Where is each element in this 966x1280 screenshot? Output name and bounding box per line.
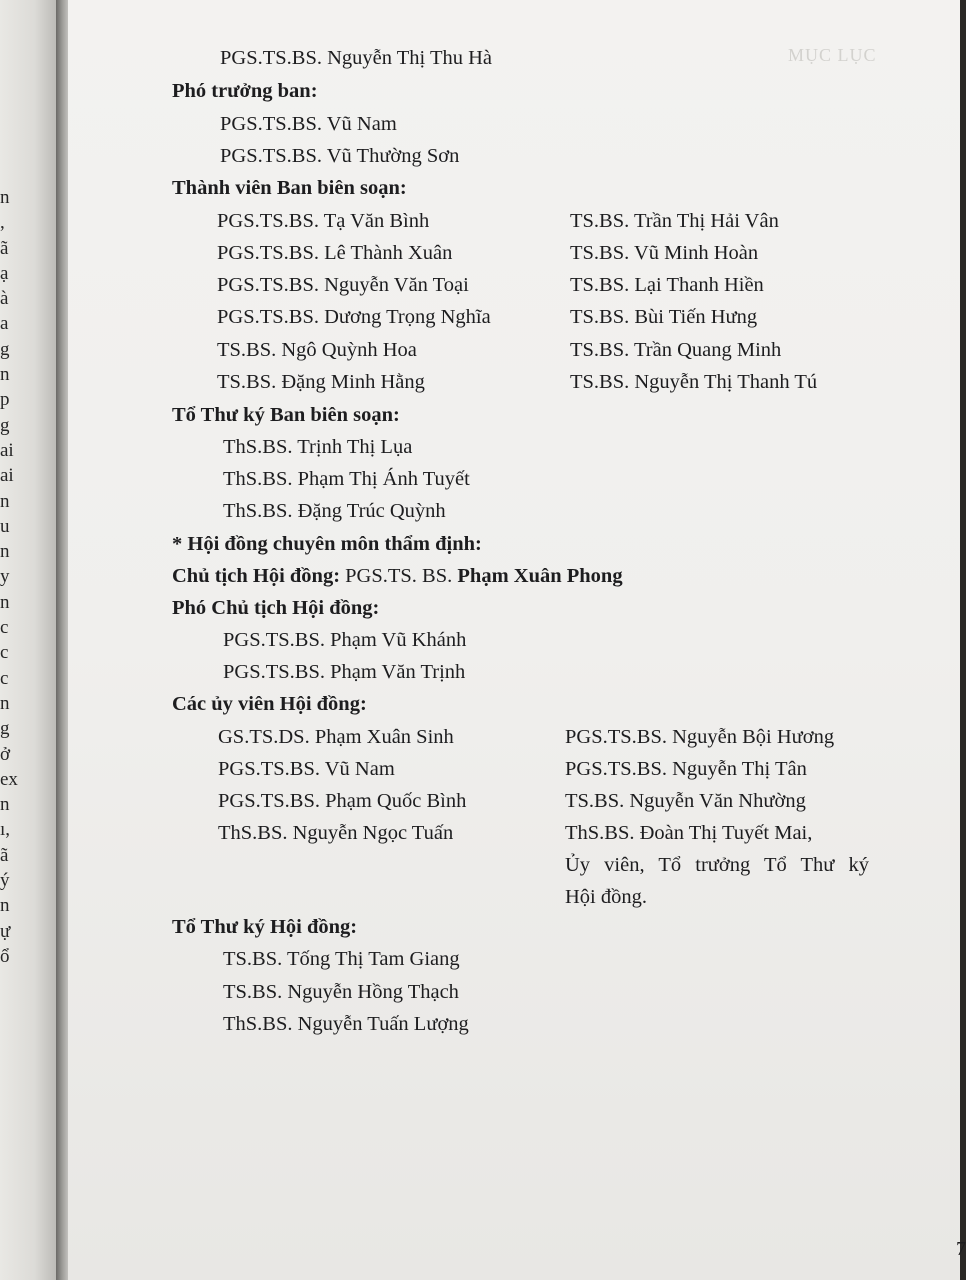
member-name: TS.BS. Nguyễn Văn Nhường [565,790,806,812]
left-page-edge-fragment: ự [0,920,11,942]
secretariat-heading: Tổ Thư ký Ban biên soạn: [172,404,400,426]
left-page-edge-fragment: n [0,490,10,512]
left-page-edge-fragment: y [0,566,10,588]
left-page-edge-fragment: ổ [0,945,10,967]
member-role: Hội đồng. [565,886,647,908]
left-page-edge-fragment: u [0,515,10,537]
left-page-edge-fragment: ex [0,768,18,790]
left-page-edge-fragment: p [0,389,10,411]
member-name: TS.BS. Lại Thanh Hiền [570,274,764,296]
left-page-edge-fragment: ai [0,439,14,461]
member-name: PGS.TS.BS. Lê Thành Xuân [217,242,453,264]
left-page-edge-fragment: c [0,642,9,664]
member-name: ThS.BS. Đoàn Thị Tuyết Mai, [565,822,813,844]
left-page-edge-fragment: n [0,591,10,613]
member-name: PGS.TS.BS. Nguyễn Thị Tân [565,758,807,780]
member-role: Ủy viên, Tổ trưởng Tổ Thư ký [565,854,870,876]
left-page-edge-fragment: à [0,288,9,310]
council-heading: * Hội đồng chuyên môn thẩm định: [172,533,482,555]
member-name: TS.BS. Trần Thị Hải Vân [570,210,779,232]
member-name: PGS.TS.BS. Vũ Nam [218,758,395,780]
left-page-edge-fragment: n [0,895,10,917]
left-page-edge-fragment: ã [0,237,9,259]
council-secretariat-heading: Tổ Thư ký Hội đồng: [172,916,358,938]
member-name: TS.BS. Trần Quang Minh [570,339,782,361]
member-name: TS.BS. Vũ Minh Hoàn [570,242,759,264]
left-page-edge-fragment: n [0,187,10,208]
left-page-edge-fragment: ı, [0,819,11,841]
member-name: PGS.TS.BS. Vũ Thường Sơn [220,145,460,167]
member-name: GS.TS.DS. Phạm Xuân Sinh [218,726,454,748]
document-page [68,0,966,1280]
council-members-heading: Các ủy viên Hội đồng: [172,693,367,715]
left-page-edge-fragment: ý [0,870,10,892]
vice-heads-heading: Phó trưởng ban: [172,80,318,102]
member-name: ThS.BS. Đặng Trúc Quỳnh [223,500,446,522]
chair-name: Phạm Xuân Phong [457,565,623,587]
member-name: TS.BS. Nguyễn Hồng Thạch [223,981,459,1003]
member-name: ThS.BS. Nguyễn Tuấn Lượng [223,1013,469,1035]
left-page-edge-fragment: c [0,667,9,689]
member-name: ThS.BS. Phạm Thị Ánh Tuyết [223,468,470,490]
bleed-through-text: MỤC LỤC [788,45,877,65]
vice-chair-heading: Phó Chủ tịch Hội đồng: [172,597,380,619]
left-page-edge-fragment: n [0,541,10,563]
member-name: TS.BS. Tống Thị Tam Giang [223,948,460,970]
left-page-edge-fragment: c [0,617,9,639]
member-name: PGS.TS.BS. Tạ Văn Bình [217,210,430,232]
chair-label: Chủ tịch Hội đồng: [172,565,341,587]
left-page-edge-fragment: n [0,692,10,714]
left-page-edge-fragment: ở [0,743,11,765]
left-page-edge-fragment: ạ [0,262,9,284]
left-page-edge-fragment: , [0,212,5,234]
member-name: PGS.TS.BS. Dương Trọng Nghĩa [217,306,491,328]
left-page-edge-text [0,185,18,969]
member-name: ThS.BS. Nguyễn Ngọc Tuấn [218,822,454,844]
left-page-edge-fragment: g [0,414,10,436]
left-page [0,0,58,1280]
member-name: PGS.TS.BS. Nguyễn Văn Toại [217,274,469,296]
left-page-edge-fragment: ai [0,465,14,487]
member-name: TS.BS. Nguyễn Thị Thanh Tú [570,371,818,393]
member-name: TS.BS. Ngô Quỳnh Hoa [217,339,417,361]
left-page-edge-fragment: g [0,338,10,360]
left-page-edge-fragment: ã [0,844,9,866]
members-heading: Thành viên Ban biên soạn: [172,177,407,199]
member-name: PGS.TS.BS. Phạm Quốc Bình [218,790,467,812]
council-chair [172,563,623,589]
member-name: TS.BS. Bùi Tiến Hưng [570,306,758,328]
left-page-edge-fragment: g [0,718,10,740]
top-name: PGS.TS.BS. Nguyễn Thị Thu Hà [220,47,493,69]
left-page-edge-fragment: n [0,364,10,386]
member-name: PGS.TS.BS. Vũ Nam [220,113,397,135]
member-name: PGS.TS.BS. Nguyễn Bội Hương [565,726,835,748]
left-page-edge-fragment: n [0,794,10,816]
chair-title: PGS.TS. BS. [345,565,453,587]
member-name: PGS.TS.BS. Phạm Vũ Khánh [223,629,467,651]
page-number: 7 [956,1238,966,1260]
left-page-edge-fragment: a [0,313,9,335]
member-name: TS.BS. Đặng Minh Hằng [217,371,425,393]
member-name: PGS.TS.BS. Phạm Văn Trịnh [223,661,466,683]
member-name: ThS.BS. Trịnh Thị Lụa [223,436,413,458]
